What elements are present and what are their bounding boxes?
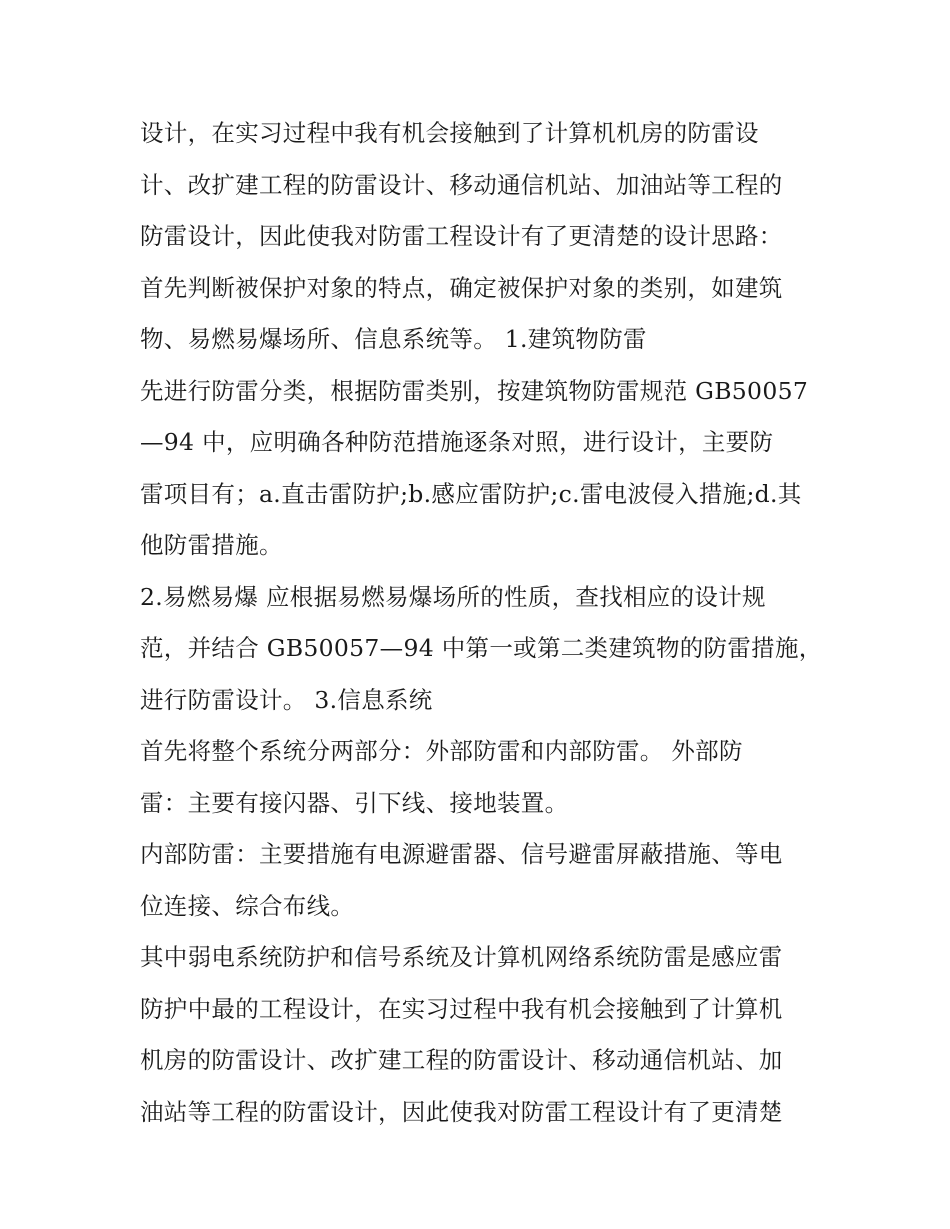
text-line: 物、易燃易爆场所、信息系统等。 1.建筑物防雷 <box>140 325 647 353</box>
text-line: 计、改扩建工程的防雷设计、移动通信机站、加油站等工程的 <box>140 170 783 199</box>
text-line: 首先判断被保护对象的特点，确定被保护对象的类别，如建筑 <box>140 273 783 302</box>
text-line: 内部防雷：主要措施有电源避雷器、信号避雷屏蔽措施、等电 <box>140 840 783 868</box>
document-body <box>140 108 823 1138</box>
text-line: 其中弱电系统防护和信号系统及计算机网络系统防雷是感应雷 <box>140 943 783 971</box>
text-line: 设计，在实习过程中我有机会接触到了计算机机房的防雷设 <box>140 119 759 147</box>
text-line: 进行防雷设计。 3.信息系统 <box>140 685 433 714</box>
text-line: 位连接、综合布线。 <box>140 891 355 920</box>
text-line: 先进行防雷分类，根据防雷类别，按建筑物防雷规范 GB50057 <box>140 376 809 405</box>
text-line: 防护中最的工程设计，在实习过程中我有机会接触到了计算机 <box>140 994 783 1023</box>
text-line: 机房的防雷设计、改扩建工程的防雷设计、移动通信机站、加 <box>140 1046 783 1074</box>
text-line: 范，并结合 GB50057—94 中第一或第二类建筑物的防雷措施， <box>140 634 823 662</box>
text-line: 首先将整个系统分两部分：外部防雷和内部防雷。 外部防 <box>140 737 743 765</box>
text-line: 2.易燃易爆 应根据易燃易爆场所的性质，查找相应的设计规 <box>140 582 766 611</box>
text-line: —94 中，应明确各种防范措施逐条对照，进行设计，主要防 <box>140 428 774 456</box>
text-line: 油站等工程的防雷设计，因此使我对防雷工程设计有了更清楚 <box>140 1097 783 1126</box>
text-line: 防雷设计，因此使我对防雷工程设计有了更清楚的设计思路： <box>140 222 783 250</box>
text-line: 雷：主要有接闪器、引下线、接地装置。 <box>140 788 569 817</box>
text-line: 雷项目有；a.直击雷防护;b.感应雷防护;c.雷电波侵入措施;d.其 <box>140 479 802 508</box>
text-line: 他防雷措施。 <box>140 531 283 559</box>
